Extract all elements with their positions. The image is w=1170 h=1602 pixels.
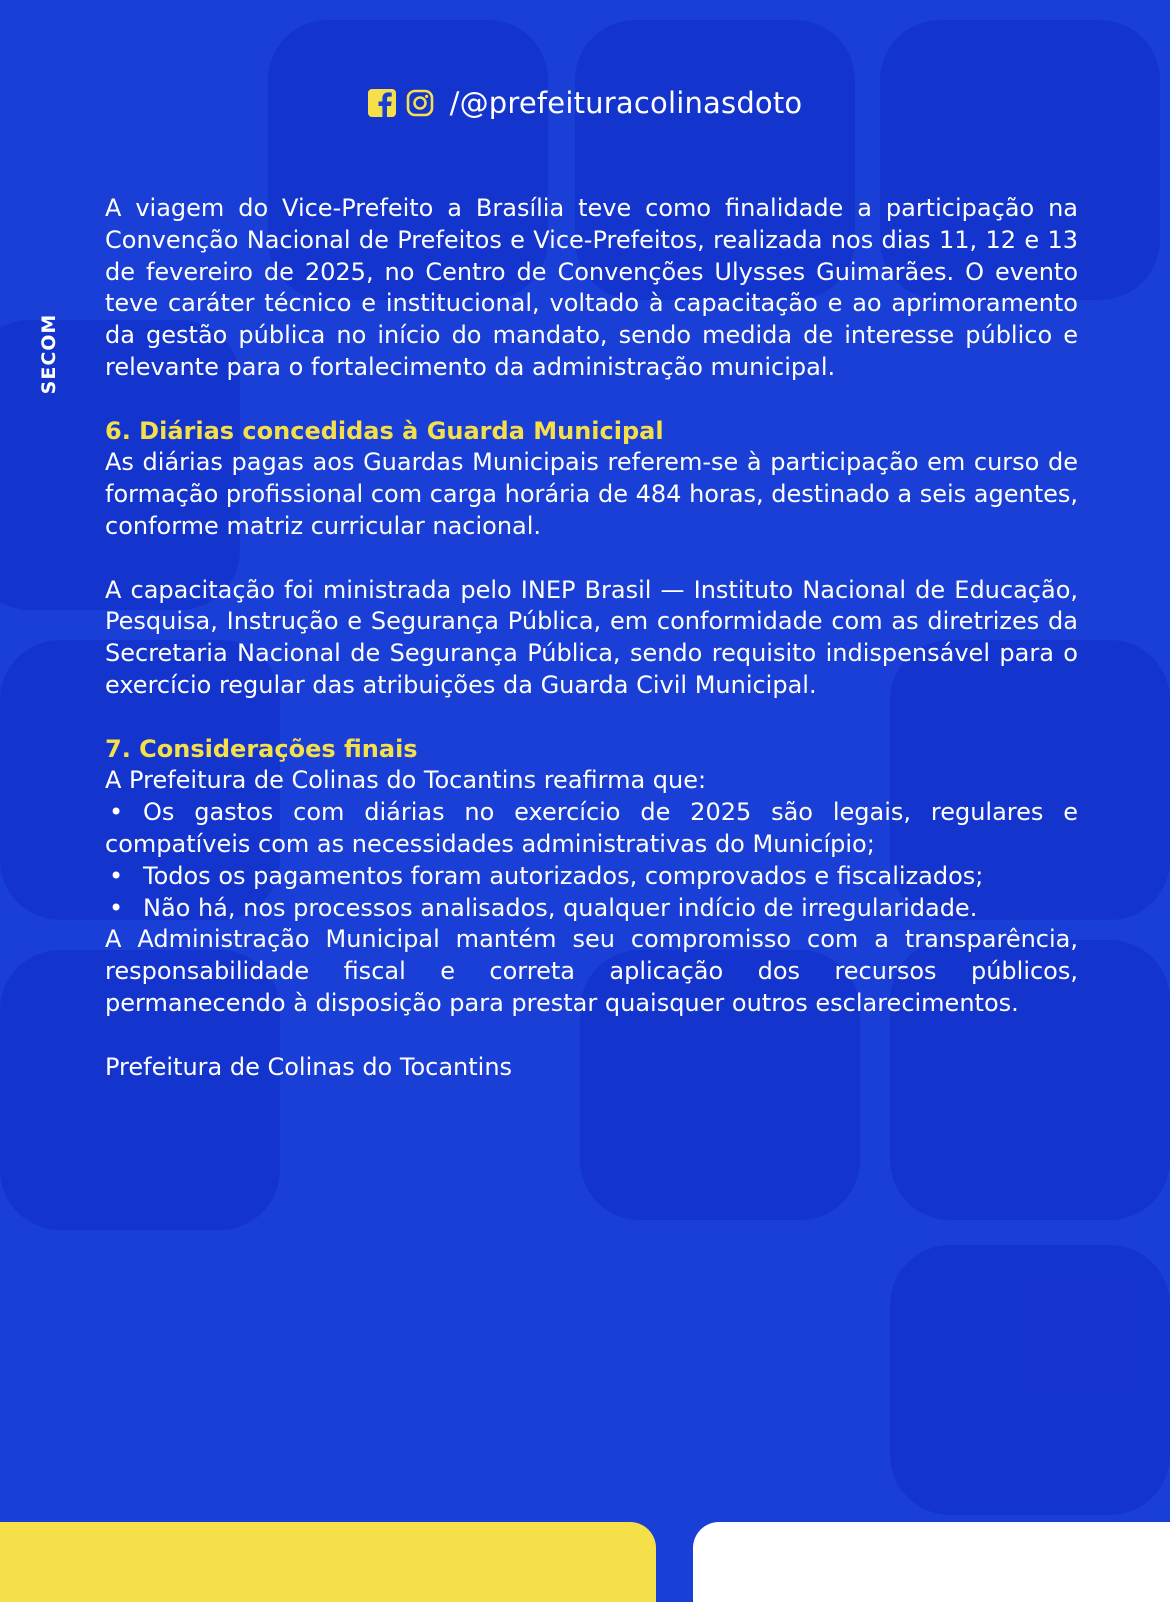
section-6-paragraph-1: As diárias pagas aos Guardas Municipais referem-se à participação em curso de formação profissional com carga horária de 484 horas, destinado a seis agentes, conforme matriz curricular nacional. (105, 448, 1078, 540)
signature: Prefeitura de Colinas do Tocantins (105, 1052, 513, 1081)
social-handle[interactable]: /@prefeituracolinasdoto (449, 86, 803, 120)
list-item (105, 861, 1078, 893)
social-header (0, 86, 1170, 120)
list-item (105, 797, 1078, 861)
bullet-icon: • (109, 893, 124, 922)
instagram-icon[interactable] (406, 89, 434, 117)
document-body (105, 193, 1078, 1083)
background-tile (890, 1245, 1170, 1515)
facebook-icon[interactable] (368, 89, 396, 117)
section-7-intro: A Prefeitura de Colinas do Tocantins reafirma que: (105, 766, 707, 795)
section-7-closing: A Administração Municipal mantém seu compromisso com a transparência, responsabilidade fiscal e correta aplicação dos recursos públicos, permanecendo à disposição para prestar quaisquer outros esclarecimentos. (105, 925, 1078, 1017)
secom-label: SECOM (38, 313, 60, 395)
section-7-bullet-list (105, 797, 1078, 924)
bullet-text: Os gastos com diárias no exercício de 2025 são legais, regulares e compatíveis com as necessidades administrativas do Município; (105, 798, 1078, 858)
footer-yellow-bar (0, 1522, 656, 1602)
section-6-heading: 6. Diárias concedidas à Guarda Municipal (105, 416, 664, 445)
footer-white-bar (693, 1522, 1170, 1602)
bullet-text: Todos os pagamentos foram autorizados, comprovados e fiscalizados; (143, 861, 984, 890)
bullet-icon: • (109, 861, 124, 890)
list-item (105, 893, 1078, 925)
bullet-icon: • (109, 798, 124, 827)
section-7-heading: 7. Considerações finais (105, 734, 418, 763)
section-6-paragraph-2: A capacitação foi ministrada pelo INEP Brasil — Instituto Nacional de Educação, Pesquisa, Instrução e Segurança Pública, em conformidade com as diretrizes da Secretaria Nacional de Segurança Pública, sendo requisito indispensável para o exercício regular das atribuições da Guarda Civil Municipal. (105, 575, 1078, 699)
bullet-text: Não há, nos processos analisados, qualquer indício de irregularidade. (143, 893, 978, 922)
intro-paragraph: A viagem do Vice-Prefeito a Brasília teve como finalidade a participação na Convenção Nacional de Prefeitos e Vice-Prefeitos, realizada nos dias 11, 12 e 13 de fevereiro de 2025, no Centro de Convenções Ulysses Guimarães. O evento teve caráter técnico e institucional, voltado à capacitação e ao aprimoramento da gestão pública no início do mandato, sendo medida de interesse público e relevante para o fortalecimento da administração municipal. (105, 194, 1078, 381)
